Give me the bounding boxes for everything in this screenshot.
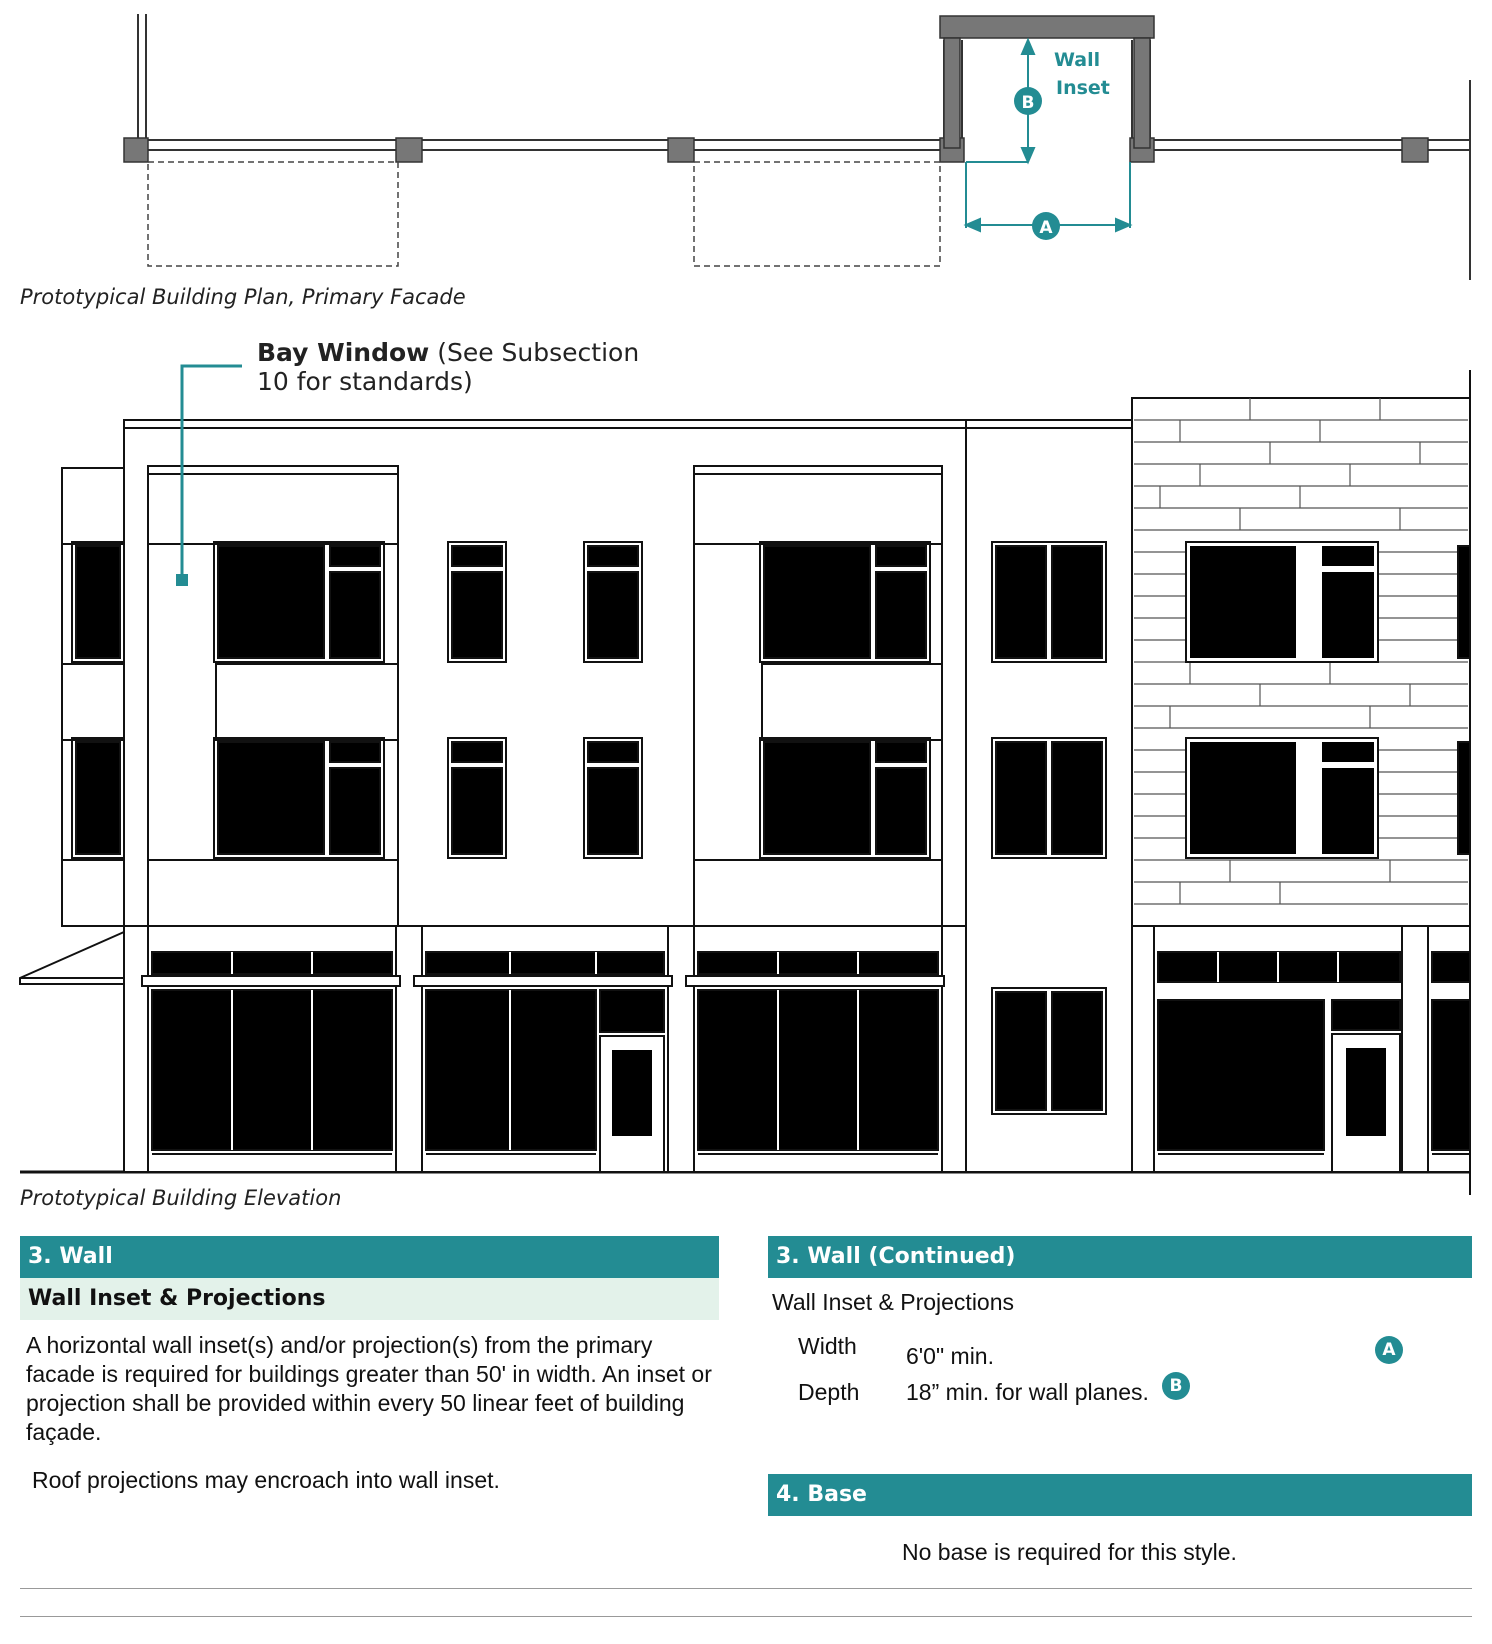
callout-rest-text: (See Subsection bbox=[429, 338, 640, 367]
inset-label-line2: Inset bbox=[1056, 77, 1110, 99]
callout-bold-text: Bay Window bbox=[257, 338, 430, 367]
base-text: No base is required for this style. bbox=[902, 1539, 1237, 1565]
divider-rule bbox=[20, 1588, 1472, 1589]
plan-marker-a: A bbox=[1039, 218, 1053, 238]
elevation-caption: Prototypical Building Elevation bbox=[20, 1186, 342, 1210]
section-header-wall-continued: 3. Wall (Continued) bbox=[768, 1236, 1472, 1278]
plan-marker-b: B bbox=[1021, 93, 1035, 113]
width-value: 6'0" min. bbox=[906, 1343, 994, 1369]
marker-b-badge: B bbox=[1162, 1372, 1190, 1400]
roof-projection-paragraph: Roof projections may encroach into wall inset. bbox=[32, 1467, 500, 1493]
building-elevation-diagram bbox=[0, 350, 1492, 1200]
width-label: Width bbox=[798, 1333, 857, 1359]
marker-a-badge: A bbox=[1375, 1336, 1403, 1364]
inset-label-line1: Wall bbox=[1054, 49, 1101, 71]
plan-caption: Prototypical Building Plan, Primary Facade bbox=[20, 285, 466, 309]
subheader-wall-inset: Wall Inset & Projections bbox=[20, 1278, 719, 1320]
divider-rule bbox=[20, 1616, 1472, 1617]
bay-window-callout bbox=[257, 338, 677, 396]
depth-value: 18” min. for wall planes. bbox=[906, 1379, 1149, 1405]
subheader-wall-inset-right: Wall Inset & Projections bbox=[772, 1289, 1015, 1315]
section-header-base: 4. Base bbox=[768, 1474, 1472, 1516]
callout-line2: 10 for standards) bbox=[257, 367, 473, 396]
building-plan-diagram bbox=[0, 0, 1492, 280]
depth-label: Depth bbox=[798, 1379, 860, 1405]
wall-inset-paragraph: A horizontal wall inset(s) and/or projection(s) from the primary facade is required for buildings greater than 50' in width. An inset or projection shall be provided within every 50 linear feet of building façade. bbox=[26, 1332, 712, 1445]
section-header-wall: 3. Wall bbox=[20, 1236, 719, 1278]
